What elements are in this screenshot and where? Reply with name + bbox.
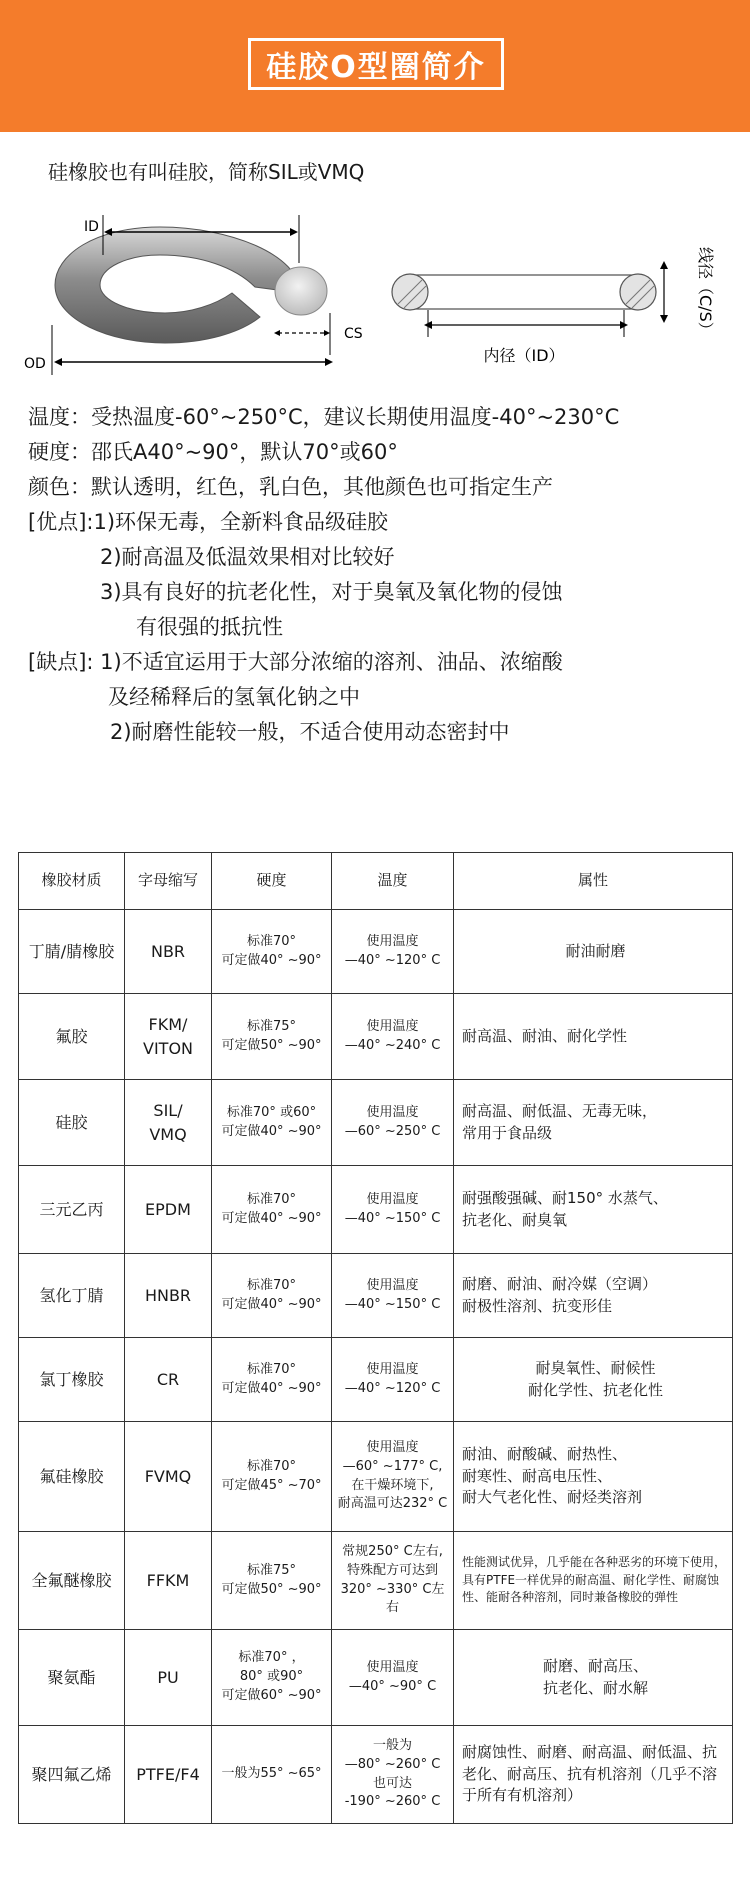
property-list <box>28 400 619 750</box>
cs-label: CS <box>344 326 363 342</box>
cell-temperature: 使用温度 —60° ~177° C, 在干燥环境下, 耐高温可达232° C <box>332 1422 454 1532</box>
header-hardness: 硬度 <box>212 853 332 910</box>
cell-hardness: 标准70° 可定做40° ~90° <box>212 910 332 994</box>
disadvantage-2: 2)耐磨性能较一般，不适合使用动态密封中 <box>110 720 510 744</box>
oring-diagram <box>0 205 750 385</box>
cell-material: 聚四氟乙烯 <box>19 1726 125 1824</box>
cell-hardness: 一般为55° ~65° <box>212 1726 332 1824</box>
table-row <box>19 910 733 994</box>
advantage-2: 2)耐高温及低温效果相对比较好 <box>100 545 395 569</box>
cell-properties: 耐磨、耐油、耐冷媒（空调） 耐极性溶剂、抗变形佳 <box>454 1254 733 1338</box>
table-row <box>19 1080 733 1166</box>
cell-properties: 耐高温、耐低温、无毒无味， 常用于食品级 <box>454 1080 733 1166</box>
cell-temperature: 使用温度 —60° ~250° C <box>332 1080 454 1166</box>
cell-temperature: 常规250° C左右, 特殊配方可达到 320° ~330° C左右 <box>332 1532 454 1630</box>
cell-hardness: 标准70° 可定做40° ~90° <box>212 1338 332 1422</box>
disadvantage-1-cont: 及经稀释后的氢氧化钠之中 <box>108 685 360 709</box>
od-label: OD <box>24 356 46 372</box>
property-temperature: 温度：受热温度-60°~250°C，建议长期使用温度-40°~230°C <box>28 405 620 429</box>
cell-properties: 耐腐蚀性、耐磨、耐高温、耐低温、抗老化、耐高压、抗有机溶剂（几乎不溶于所有有机溶剂） <box>454 1726 733 1824</box>
cell-properties: 性能测试优异，几乎能在各种恶劣的环境下使用，具有PTFE一样优异的耐高温、耐化学性、耐腐蚀性、能耐各种溶剂，同时兼备橡胶的弹性 <box>454 1532 733 1630</box>
cell-temperature: 使用温度 —40° ~150° C <box>332 1166 454 1254</box>
cell-temperature: 使用温度 —40° ~120° C <box>332 1338 454 1422</box>
cell-material: 硅胶 <box>19 1080 125 1166</box>
cell-hardness: 标准75° 可定做50° ~90° <box>212 994 332 1080</box>
cell-hardness: 标准70° ， 80° 或90° 可定做60° ~90° <box>212 1630 332 1726</box>
header-properties: 属性 <box>454 853 733 910</box>
cell-material: 丁腈/腈橡胶 <box>19 910 125 994</box>
cell-temperature: 使用温度 —40° ~240° C <box>332 994 454 1080</box>
cell-hardness: 标准70° 可定做40° ~90° <box>212 1166 332 1254</box>
table-row <box>19 1254 733 1338</box>
cell-hardness: 标准70° 或60° 可定做40° ~90° <box>212 1080 332 1166</box>
header-abbr: 字母缩写 <box>125 853 212 910</box>
cell-material: 氟胶 <box>19 994 125 1080</box>
cell-properties: 耐臭氧性、耐候性 耐化学性、抗老化性 <box>454 1338 733 1422</box>
wire-diameter-label: 线径（C/S） <box>696 247 715 338</box>
cell-temperature: 一般为 —80° ~260° C 也可达 -190° ~260° C <box>332 1726 454 1824</box>
table-row <box>19 994 733 1080</box>
cell-material: 聚氨酯 <box>19 1630 125 1726</box>
inner-diameter-label: 内径（ID） <box>483 346 565 365</box>
cell-abbr: EPDM <box>125 1166 212 1254</box>
cell-material: 三元乙丙 <box>19 1166 125 1254</box>
advantage-3: 3)具有良好的抗老化性，对于臭氧及氧化物的侵蚀 <box>100 580 563 604</box>
cell-material: 氯丁橡胶 <box>19 1338 125 1422</box>
cell-hardness: 标准75° 可定做50° ~90° <box>212 1532 332 1630</box>
advantage-3-cont: 有很强的抵抗性 <box>136 615 283 639</box>
cell-abbr: SIL/ VMQ <box>125 1080 212 1166</box>
cell-temperature: 使用温度 —40° ~90° C <box>332 1630 454 1726</box>
disadvantage-1: [缺点]: 1)不适宜运用于大部分浓缩的溶剂、油品、浓缩酸 <box>28 650 563 674</box>
table-row <box>19 1532 733 1630</box>
cell-abbr: FKM/ VITON <box>125 994 212 1080</box>
cell-material: 氟硅橡胶 <box>19 1422 125 1532</box>
page-title: 硅胶O型圈简介 <box>248 38 504 90</box>
cell-properties: 耐强酸强碱、耐150° 水蒸气、 抗老化、耐臭氧 <box>454 1166 733 1254</box>
cell-hardness: 标准70° 可定做45° ~70° <box>212 1422 332 1532</box>
cell-properties: 耐油、耐酸碱、耐热性、 耐寒性、耐高电压性、 耐大气老化性、耐烃类溶剂 <box>454 1422 733 1532</box>
cell-material: 全氟醚橡胶 <box>19 1532 125 1630</box>
intro-text: 硅橡胶也有叫硅胶，简称SIL或VMQ <box>48 160 365 184</box>
property-hardness: 硬度：邵氏A40°~90°，默认70°或60° <box>28 440 398 464</box>
id-label: ID <box>84 219 99 235</box>
oring-side-view <box>392 261 668 337</box>
cell-abbr: CR <box>125 1338 212 1422</box>
cell-abbr: NBR <box>125 910 212 994</box>
cell-abbr: FVMQ <box>125 1422 212 1532</box>
header-material: 橡胶材质 <box>19 853 125 910</box>
header-banner <box>0 0 750 132</box>
cell-abbr: HNBR <box>125 1254 212 1338</box>
oring-3d-body <box>55 227 300 343</box>
cell-temperature: 使用温度 —40° ~120° C <box>332 910 454 994</box>
table-row <box>19 1630 733 1726</box>
cell-properties: 耐高温、耐油、耐化学性 <box>454 994 733 1080</box>
cell-properties: 耐磨、耐高压、 抗老化、耐水解 <box>454 1630 733 1726</box>
table-header-row <box>19 853 733 910</box>
cell-material: 氢化丁腈 <box>19 1254 125 1338</box>
header-temperature: 温度 <box>332 853 454 910</box>
table-row <box>19 1422 733 1532</box>
property-color: 颜色：默认透明，红色，乳白色，其他颜色也可指定生产 <box>28 475 553 499</box>
materials-table <box>18 852 733 1824</box>
cell-abbr: FFKM <box>125 1532 212 1630</box>
table-row <box>19 1338 733 1422</box>
cell-properties: 耐油耐磨 <box>454 910 733 994</box>
cell-abbr: PU <box>125 1630 212 1726</box>
cell-hardness: 标准70° 可定做40° ~90° <box>212 1254 332 1338</box>
oring-cross-section <box>275 267 327 315</box>
advantage-1: [优点]:1)环保无毒，全新料食品级硅胶 <box>28 510 389 534</box>
table-row <box>19 1726 733 1824</box>
oring-illustration <box>0 205 750 385</box>
table-row <box>19 1166 733 1254</box>
cell-abbr: PTFE/F4 <box>125 1726 212 1824</box>
cell-temperature: 使用温度 —40° ~150° C <box>332 1254 454 1338</box>
